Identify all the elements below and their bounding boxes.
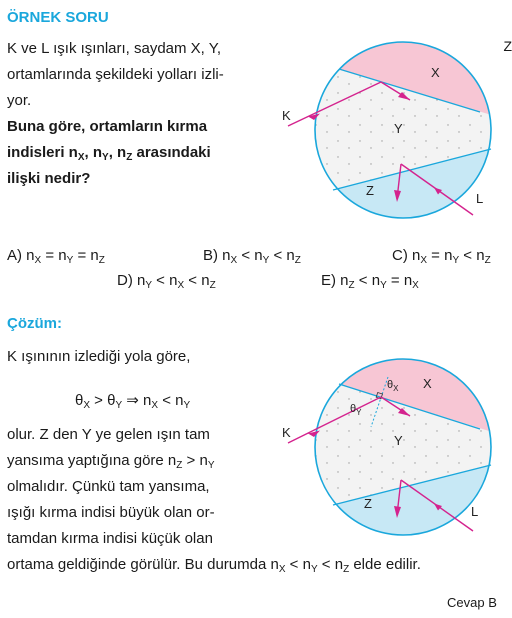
question-bold-2: indisleri $n_X$, $n_Y$, $n_Z$ arasındaki xyxy=(7,144,211,163)
label-y: Y xyxy=(394,433,403,448)
question-line-3: yor. xyxy=(7,92,32,109)
question-bold-3: ilişki nedir? xyxy=(7,170,91,187)
question-bold-1: Buna göre, ortamların kırma xyxy=(7,118,208,135)
label-l: L xyxy=(471,504,479,519)
solution-line-5: ışığı kırma indisi büyük olan or- xyxy=(7,504,215,521)
solution-line-7: ortama geldiğinde görülür. Bu durumda $n_X < n_Y < n_Z$ elde edilir. xyxy=(7,556,421,575)
solution-line-1: K ışınının izlediği yola göre, xyxy=(7,348,191,365)
answer-label: Cevap B xyxy=(447,595,497,610)
option-c[interactable]: C) $n_X = n_Y < n_Z$ xyxy=(392,247,491,266)
label-x: X xyxy=(431,65,440,80)
solution-line-4: olmalıdır. Çünkü tam yansıma, xyxy=(7,478,210,495)
label-z: Z xyxy=(366,183,374,198)
label-y: Y xyxy=(394,121,403,136)
label-l: L xyxy=(476,191,484,206)
option-b[interactable]: B) $n_X < n_Y < n_Z$ xyxy=(203,247,301,266)
solution-line-2: olur. Z den Y ye gelen ışın tam xyxy=(7,426,210,443)
option-e[interactable]: E) $n_Z < n_Y = n_X$ xyxy=(321,272,419,291)
label-k: K xyxy=(282,425,291,440)
angle-x-label: $\theta_X$ xyxy=(387,379,399,393)
solution-line-3: yansıma yaptığına göre $n_Z > n_Y$ xyxy=(7,452,215,471)
option-a[interactable]: A) $n_X = n_Y = n_Z$ xyxy=(7,247,105,266)
angle-y-label: $\theta_Y$ xyxy=(350,403,362,417)
label-x: X xyxy=(423,376,432,391)
corner-mark: Z xyxy=(503,38,512,54)
solution-heading: Çözüm: xyxy=(7,315,62,332)
question-line-1: K ve L ışık ışınları, saydam X, Y, xyxy=(7,40,221,57)
example-heading: ÖRNEK SORU xyxy=(7,9,109,26)
question-figure xyxy=(268,40,512,230)
label-z: Z xyxy=(364,496,372,511)
option-d[interactable]: D) $n_Y < n_X < n_Z$ xyxy=(117,272,216,291)
solution-figure xyxy=(268,355,512,547)
label-k: K xyxy=(282,108,291,123)
solution-line-6: tamdan kırma indisi küçük olan xyxy=(7,530,213,547)
solution-equation: $\theta_X > \theta_Y$ ⇒ $n_X < n_Y$ xyxy=(75,392,191,411)
question-line-2: ortamlarında şekildeki yolları izli- xyxy=(7,66,224,83)
